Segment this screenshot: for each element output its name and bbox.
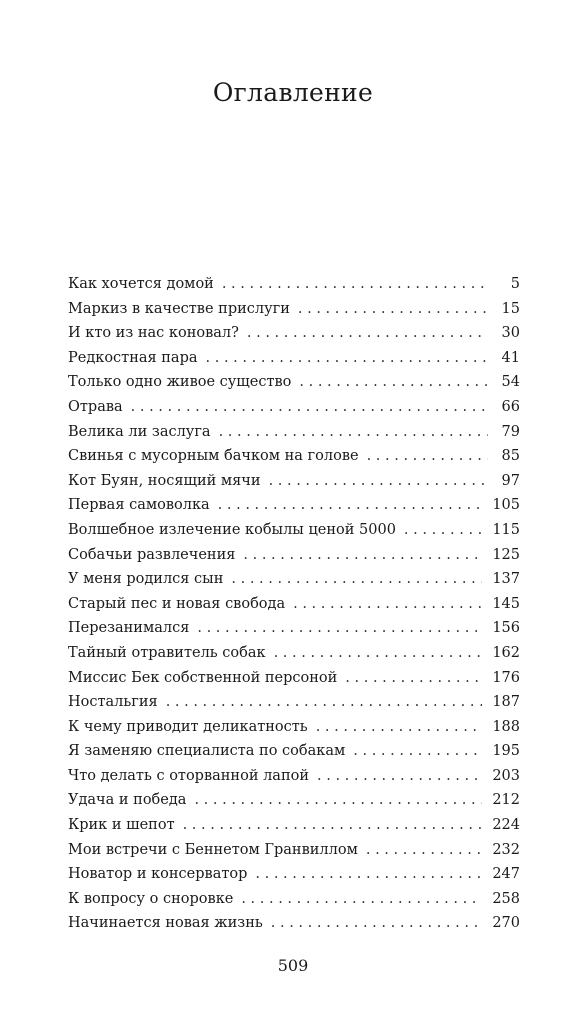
toc-entry-title: И кто из нас коновал? bbox=[68, 325, 239, 342]
toc-leader-dots bbox=[183, 813, 483, 838]
toc-leader-dots bbox=[366, 838, 482, 863]
toc-entry-title: Отрава bbox=[68, 398, 123, 415]
toc-entry-title: Редкостная пара bbox=[68, 349, 198, 366]
toc-entry-page: 187 bbox=[492, 694, 520, 711]
toc-leader-dots bbox=[345, 666, 482, 691]
table-of-contents bbox=[68, 272, 520, 936]
toc-entry bbox=[68, 715, 520, 740]
toc-entry bbox=[68, 666, 520, 691]
toc-leader-dots bbox=[218, 493, 483, 518]
toc-entry-page: 258 bbox=[492, 890, 520, 907]
toc-entry bbox=[68, 321, 520, 346]
toc-entry bbox=[68, 616, 520, 641]
toc-entry-page: 85 bbox=[501, 448, 520, 465]
toc-entry-title: Ностальгия bbox=[68, 694, 158, 711]
toc-leader-dots bbox=[269, 469, 488, 494]
toc-entry bbox=[68, 838, 520, 863]
toc-entry-page: 145 bbox=[492, 595, 520, 612]
toc-entry bbox=[68, 272, 520, 297]
toc-entry-page: 224 bbox=[492, 817, 520, 834]
toc-leader-dots bbox=[271, 911, 483, 936]
toc-entry bbox=[68, 370, 520, 395]
toc-leader-dots bbox=[241, 887, 482, 912]
toc-leader-dots bbox=[219, 420, 488, 445]
toc-leader-dots bbox=[293, 592, 482, 617]
toc-entry bbox=[68, 420, 520, 445]
toc-entry-page: 105 bbox=[492, 497, 520, 514]
toc-entry-title: Только одно живое существо bbox=[68, 374, 292, 391]
toc-entry-title: Новатор и консерватор bbox=[68, 866, 248, 883]
toc-leader-dots bbox=[299, 370, 488, 395]
toc-leader-dots bbox=[298, 297, 488, 322]
toc-entry-page: 203 bbox=[492, 767, 520, 784]
toc-entry-page: 232 bbox=[492, 841, 520, 858]
toc-entry-page: 66 bbox=[501, 398, 520, 415]
toc-entry bbox=[68, 469, 520, 494]
toc-entry-title: Кот Буян, носящий мячи bbox=[68, 472, 261, 489]
toc-leader-dots bbox=[131, 395, 488, 420]
toc-entry-page: 5 bbox=[510, 276, 520, 292]
toc-entry bbox=[68, 444, 520, 469]
toc-entry-page: 162 bbox=[492, 644, 520, 661]
toc-entry bbox=[68, 813, 520, 838]
toc-leader-dots bbox=[404, 518, 482, 543]
toc-leader-dots bbox=[247, 321, 488, 346]
toc-entry bbox=[68, 739, 520, 764]
toc-entry-title: Удача и победа bbox=[68, 792, 187, 809]
toc-entry-title: Велика ли заслуга bbox=[68, 423, 211, 440]
toc-entry-page: 156 bbox=[492, 620, 520, 637]
toc-leader-dots bbox=[274, 641, 483, 666]
toc-entry-title: Что делать с оторванной лапой bbox=[68, 767, 310, 784]
toc-entry-title: Волшебное излечение кобылы ценой 5000 bbox=[68, 521, 396, 538]
toc-leader-dots bbox=[222, 272, 488, 297]
toc-entry-page: 97 bbox=[501, 472, 520, 489]
toc-entry-title: Собачьи развлечения bbox=[68, 546, 236, 563]
toc-leader-dots bbox=[255, 862, 482, 887]
toc-entry bbox=[68, 543, 520, 568]
toc-entry-title: К вопросу о сноровке bbox=[68, 890, 234, 907]
toc-entry-page: 54 bbox=[501, 374, 520, 391]
toc-entry-title: У меня родился сын bbox=[68, 571, 224, 588]
toc-entry-title: Мои встречи с Беннетом Гранвиллом bbox=[68, 841, 358, 858]
toc-entry bbox=[68, 788, 520, 813]
toc-entry-title: Крик и шепот bbox=[68, 817, 175, 834]
toc-entry-title: Я заменяю специалиста по собакам bbox=[68, 743, 346, 760]
toc-entry-page: 247 bbox=[492, 866, 520, 883]
toc-entry-title: Старый пес и новая свобода bbox=[68, 595, 286, 612]
toc-entry bbox=[68, 395, 520, 420]
toc-entry-page: 195 bbox=[492, 743, 520, 760]
toc-entry bbox=[68, 518, 520, 543]
toc-entry-title: Начинается новая жизнь bbox=[68, 915, 263, 932]
toc-entry-title: Как хочется домой bbox=[68, 276, 214, 292]
toc-entry-page: 176 bbox=[492, 669, 520, 686]
toc-entry-page: 41 bbox=[501, 349, 520, 366]
toc-entry bbox=[68, 592, 520, 617]
toc-entry-page: 212 bbox=[492, 792, 520, 809]
toc-entry-title: Первая самоволка bbox=[68, 497, 210, 514]
toc-leader-dots bbox=[367, 444, 488, 469]
toc-entry bbox=[68, 641, 520, 666]
page-title: Оглавление bbox=[212, 78, 374, 107]
toc-entry-page: 270 bbox=[492, 915, 520, 932]
toc-entry-title: Тайный отравитель собак bbox=[68, 644, 266, 661]
toc-leader-dots bbox=[197, 616, 482, 641]
toc-entry-title: Перезанимался bbox=[68, 620, 190, 637]
toc-entry-title: Свинья с мусорным бачком на голове bbox=[68, 448, 359, 465]
toc-leader-dots bbox=[243, 543, 482, 568]
toc-entry bbox=[68, 567, 520, 592]
toc-leader-dots bbox=[194, 788, 482, 813]
toc-leader-dots bbox=[316, 715, 483, 740]
toc-entry bbox=[68, 764, 520, 789]
toc-entry-title: Миссис Бек собственной персоной bbox=[68, 669, 338, 686]
toc-entry-page: 15 bbox=[501, 300, 520, 317]
toc-entry bbox=[68, 690, 520, 715]
toc-entry-page: 79 bbox=[501, 423, 520, 440]
toc-entry bbox=[68, 297, 520, 322]
toc-entry bbox=[68, 887, 520, 912]
toc-entry-title: К чему приводит деликатность bbox=[68, 718, 308, 735]
toc-leader-dots bbox=[206, 346, 488, 371]
toc-entry bbox=[68, 346, 520, 371]
toc-entry bbox=[68, 862, 520, 887]
toc-entry-page: 188 bbox=[492, 718, 520, 735]
toc-leader-dots bbox=[166, 690, 483, 715]
toc-entry bbox=[68, 911, 520, 936]
toc-leader-dots bbox=[317, 764, 482, 789]
toc-entry-page: 125 bbox=[492, 546, 520, 563]
page-number: 509 bbox=[277, 956, 309, 975]
toc-entry-page: 115 bbox=[492, 521, 520, 538]
toc-entry bbox=[68, 493, 520, 518]
toc-entry-page: 30 bbox=[501, 325, 520, 342]
toc-entry-page: 137 bbox=[492, 571, 520, 588]
toc-entry-title: Маркиз в качестве прислуги bbox=[68, 300, 290, 317]
toc-leader-dots bbox=[231, 567, 482, 592]
toc-leader-dots bbox=[353, 739, 482, 764]
